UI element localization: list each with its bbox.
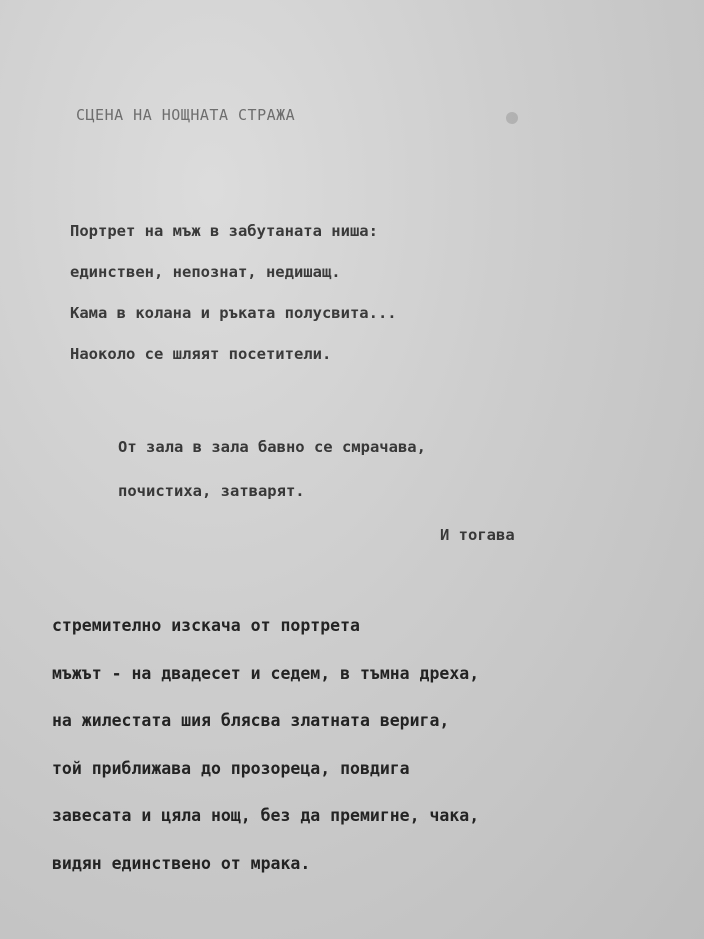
poem-line: От зала в зала бавно се смрачава,: [118, 438, 426, 456]
stanza-3: [52, 612, 479, 897]
poem-line: единствен, непознат, недишащ.: [70, 263, 341, 281]
poem-line: стремително изскача от портрета: [52, 616, 360, 635]
poem-line: той приближава до прозореца, повдига: [52, 758, 410, 778]
poem-title: СЦЕНА НА НОЩНАТА СТРАЖА: [76, 106, 296, 124]
ink-smudge: [506, 112, 518, 124]
poem-line: И тогава: [440, 526, 515, 544]
poem-line: видян единствено от мрака.: [52, 853, 311, 873]
stanza-1: [70, 218, 397, 382]
poem-line: почистиха, затварят.: [118, 482, 305, 500]
stanza-2: [118, 434, 515, 566]
poem-line: Наоколо се шляят посетители.: [70, 345, 332, 363]
poem-line: Портрет на мъж в забутаната ниша:: [70, 222, 378, 240]
poem-line: Кама в колана и ръката полусвита...: [70, 304, 397, 322]
poem-line: завесата и цяла нощ, без да премигне, чака,: [52, 806, 480, 825]
poem-line: на жилестата шия блясва златната верига,: [52, 711, 450, 730]
poem-line: мъжът - на двадесет и седем, в тъмна дреха,: [52, 663, 480, 683]
